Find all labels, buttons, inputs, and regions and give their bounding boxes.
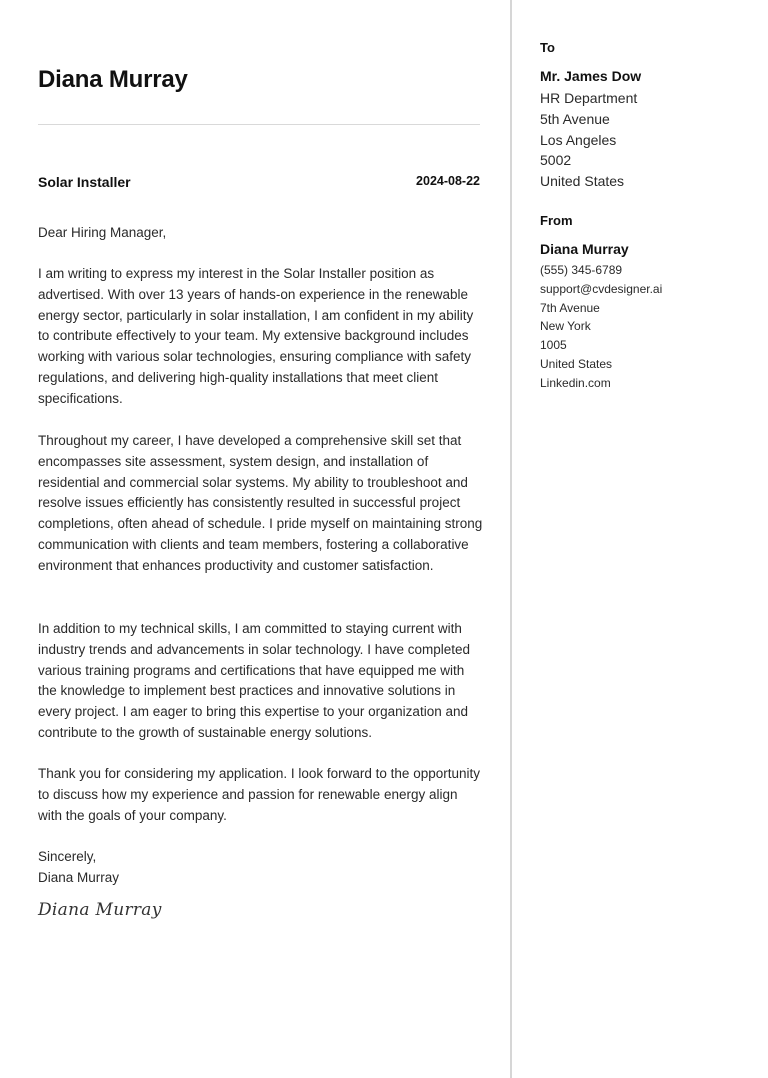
recipient-heading: To bbox=[540, 40, 555, 55]
recipient-zip: 5002 bbox=[540, 152, 572, 169]
paragraph-1: I am writing to express my interest in the Solar Installer position as advertised. With over 13 years of hands-on experience in the renewable energy sector, particularly in solar installation, I am confident in my ability to contribute effectively to your team. My extensive background includes working with various solar technologies, ensuring compliance with safety regulations, and delivering high-quality installations that meet client specifications. bbox=[38, 266, 474, 406]
recipient-street: 5th Avenue bbox=[540, 110, 610, 127]
sender-website: Linkedin.com bbox=[540, 375, 611, 390]
sender-street: 7th Avenue bbox=[540, 300, 600, 315]
greeting: Dear Hiring Manager, bbox=[38, 225, 167, 240]
sender-zip: 1005 bbox=[540, 338, 567, 353]
column-divider bbox=[510, 0, 512, 1078]
recipient-city: Los Angeles bbox=[540, 131, 617, 148]
closing-salutation: Sincerely, bbox=[38, 849, 97, 864]
sender-heading: From bbox=[540, 213, 573, 228]
paragraph-3: In addition to my technical skills, I am committed to staying current with industry trends and advancements in solar technology. I have completed various training programs and certifications that have equipped me with the knowledge to implement best practices and innovative solutions in every project. I am eager to bring this expertise to your organization and contribute to the growth of sustainable energy solutions. bbox=[38, 621, 470, 740]
handwritten-signature: Diana Murray bbox=[38, 900, 162, 920]
sender-name-heading: Diana Murray bbox=[38, 66, 188, 93]
header-divider bbox=[38, 124, 480, 125]
recipient-country: United States bbox=[540, 173, 625, 190]
sender-contact-name: Diana Murray bbox=[540, 241, 629, 257]
job-title: Solar Installer bbox=[38, 174, 131, 190]
closing-block bbox=[38, 847, 483, 889]
sender-contact-details bbox=[540, 261, 662, 393]
paragraph-2: Throughout my career, I have developed a comprehensive skill set that encompasses site assessment, system design, and installation of residential and commercial solar systems. My ability to troubleshoot and resolve issues efficiently has consistently resulted in successful project completions, often ahead of schedule. I pride myself on maintaining strong communication with clients and team members, fostering a collaborative environment that enhances productivity and customer satisfaction. bbox=[38, 433, 483, 573]
address-sidebar bbox=[540, 0, 760, 1078]
sender-phone: (555) 345-6789 bbox=[540, 263, 623, 277]
sender-country: United States bbox=[540, 356, 613, 371]
recipient-address bbox=[540, 88, 637, 192]
closing-name: Diana Murray bbox=[38, 869, 120, 885]
letter-date: 2024-08-22 bbox=[416, 174, 480, 188]
recipient-department: HR Department bbox=[540, 90, 638, 106]
sender-city: New York bbox=[540, 319, 591, 334]
paragraph-4: Thank you for considering my application. I look forward to the opportunity to discuss how my experience and passion for renewable energy align with the goals of your company. bbox=[38, 766, 480, 823]
recipient-name: Mr. James Dow bbox=[540, 68, 642, 84]
sender-email: support@cvdesigner.ai bbox=[540, 281, 663, 296]
